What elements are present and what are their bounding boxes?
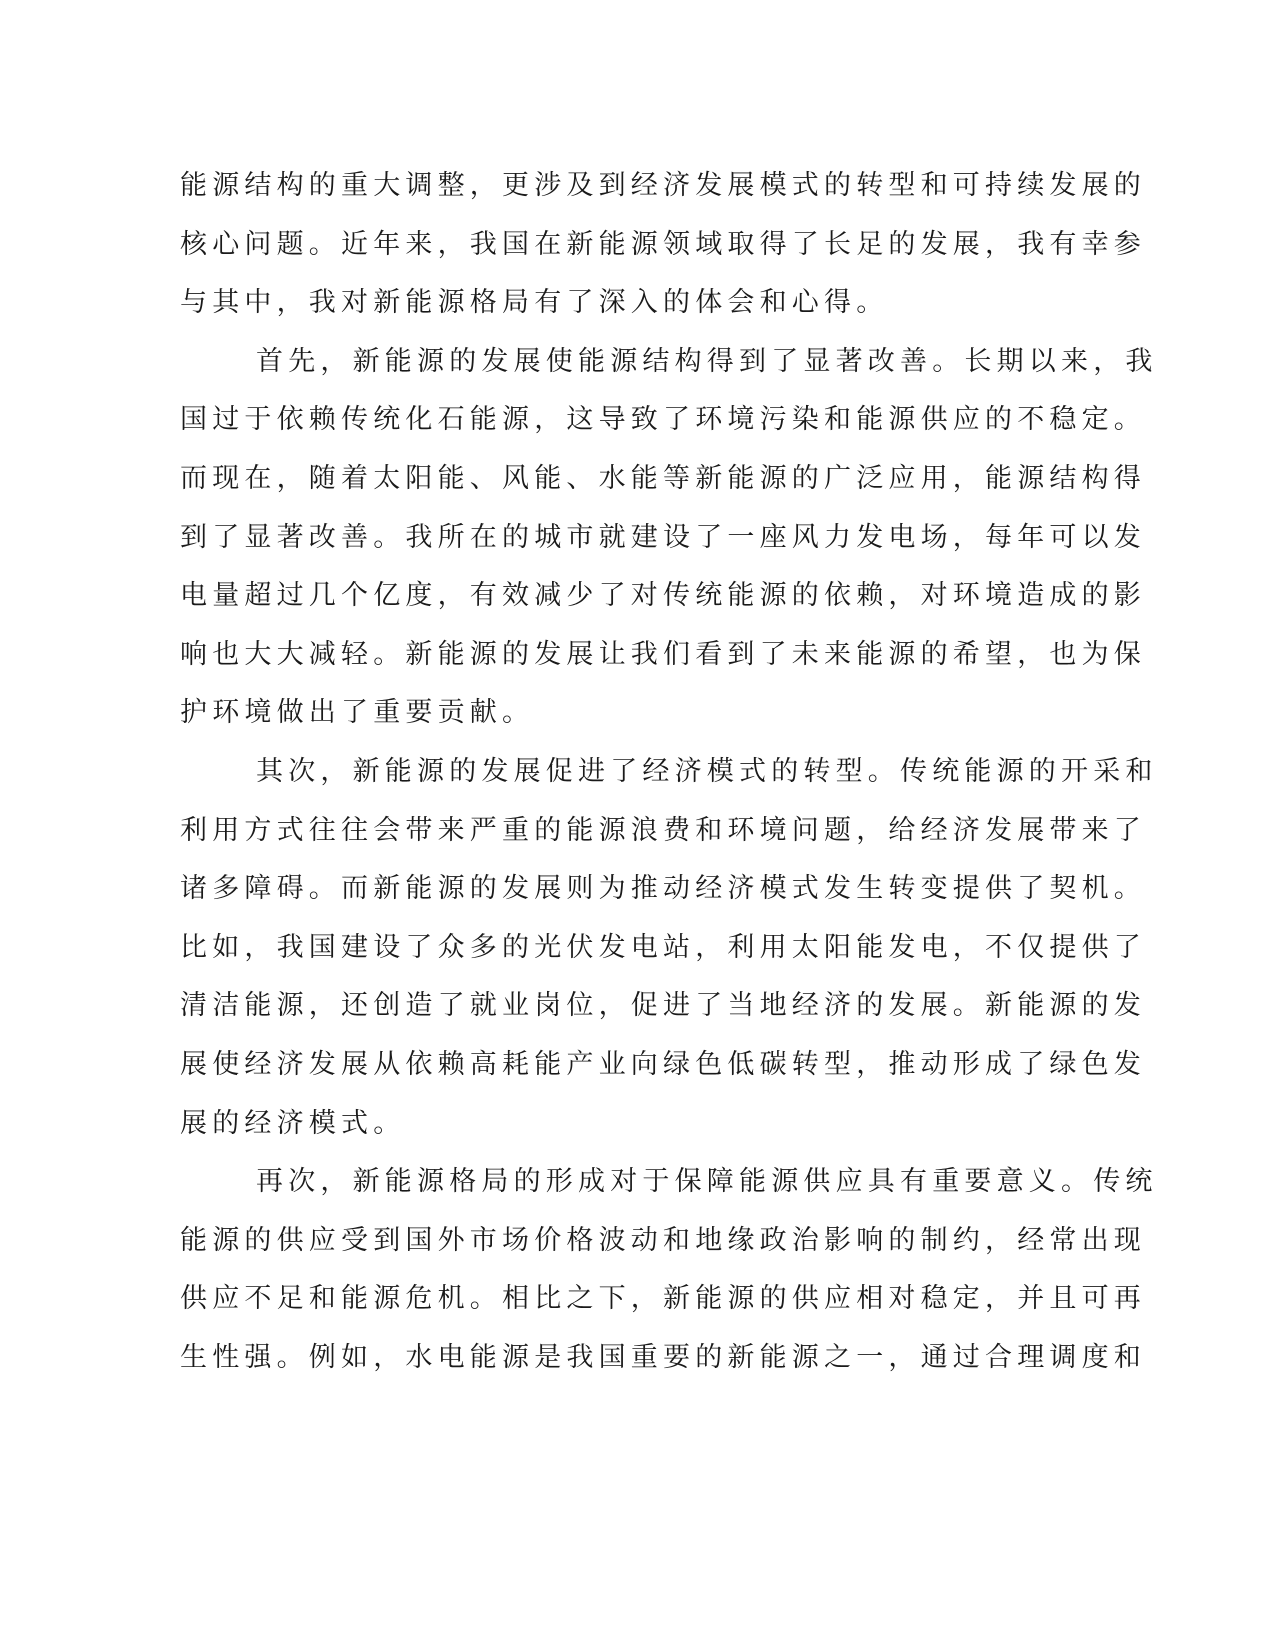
paragraph-first-line: 再次，新能源格局的形成对于保障能源供应具有重要意义。传统 <box>256 1166 1158 1198</box>
text-line: 核心问题。近年来，我国在新能源领域取得了长足的发展，我有幸参 <box>180 228 1146 260</box>
paragraph-first-line: 其次，新能源的发展促进了经济模式的转型。传统能源的开采和 <box>256 755 1158 787</box>
text-line: 能源结构的重大调整，更涉及到经济发展模式的转型和可持续发展的 <box>180 170 1146 201</box>
text-line: 比如，我国建设了众多的光伏发电站，利用太阳能发电，不仅提供了 <box>180 931 1146 963</box>
text-line: 展的经济模式。 <box>180 1107 406 1139</box>
text-line: 电量超过几个亿度，有效减少了对传统能源的依赖，对环境造成的影 <box>180 580 1146 612</box>
text-line: 护环境做出了重要贡献。 <box>180 697 535 729</box>
text-line: 清洁能源，还创造了就业岗位，促进了当地经济的发展。新能源的发 <box>180 990 1146 1022</box>
text-line: 展使经济发展从依赖高耗能产业向绿色低碳转型，推动形成了绿色发 <box>180 1048 1146 1080</box>
paragraph-first-line: 首先，新能源的发展使能源结构得到了显著改善。长期以来，我 <box>256 345 1158 377</box>
text-line: 国过于依赖传统化石能源，这导致了环境污染和能源供应的不稳定。 <box>180 404 1146 436</box>
text-line: 利用方式往往会带来严重的能源浪费和环境问题，给经济发展带来了 <box>180 814 1146 846</box>
text-line: 响也大大减轻。新能源的发展让我们看到了未来能源的希望，也为保 <box>180 638 1146 670</box>
text-line: 生性强。例如，水电能源是我国重要的新能源之一，通过合理调度和 <box>180 1341 1146 1373</box>
text-line: 供应不足和能源危机。相比之下，新能源的供应相对稳定，并且可再 <box>180 1283 1146 1315</box>
text-line: 到了显著改善。我所在的城市就建设了一座风力发电场，每年可以发 <box>180 521 1146 553</box>
text-line: 与其中，我对新能源格局有了深入的体会和心得。 <box>180 287 889 319</box>
document-body-text <box>180 157 1158 1387</box>
text-line: 能源的供应受到国外市场价格波动和地缘政治影响的制约，经常出现 <box>180 1224 1146 1256</box>
text-line: 而现在，随着太阳能、风能、水能等新能源的广泛应用，能源结构得 <box>180 462 1146 494</box>
text-line: 诸多障碍。而新能源的发展则为推动经济模式发生转变提供了契机。 <box>180 873 1146 905</box>
